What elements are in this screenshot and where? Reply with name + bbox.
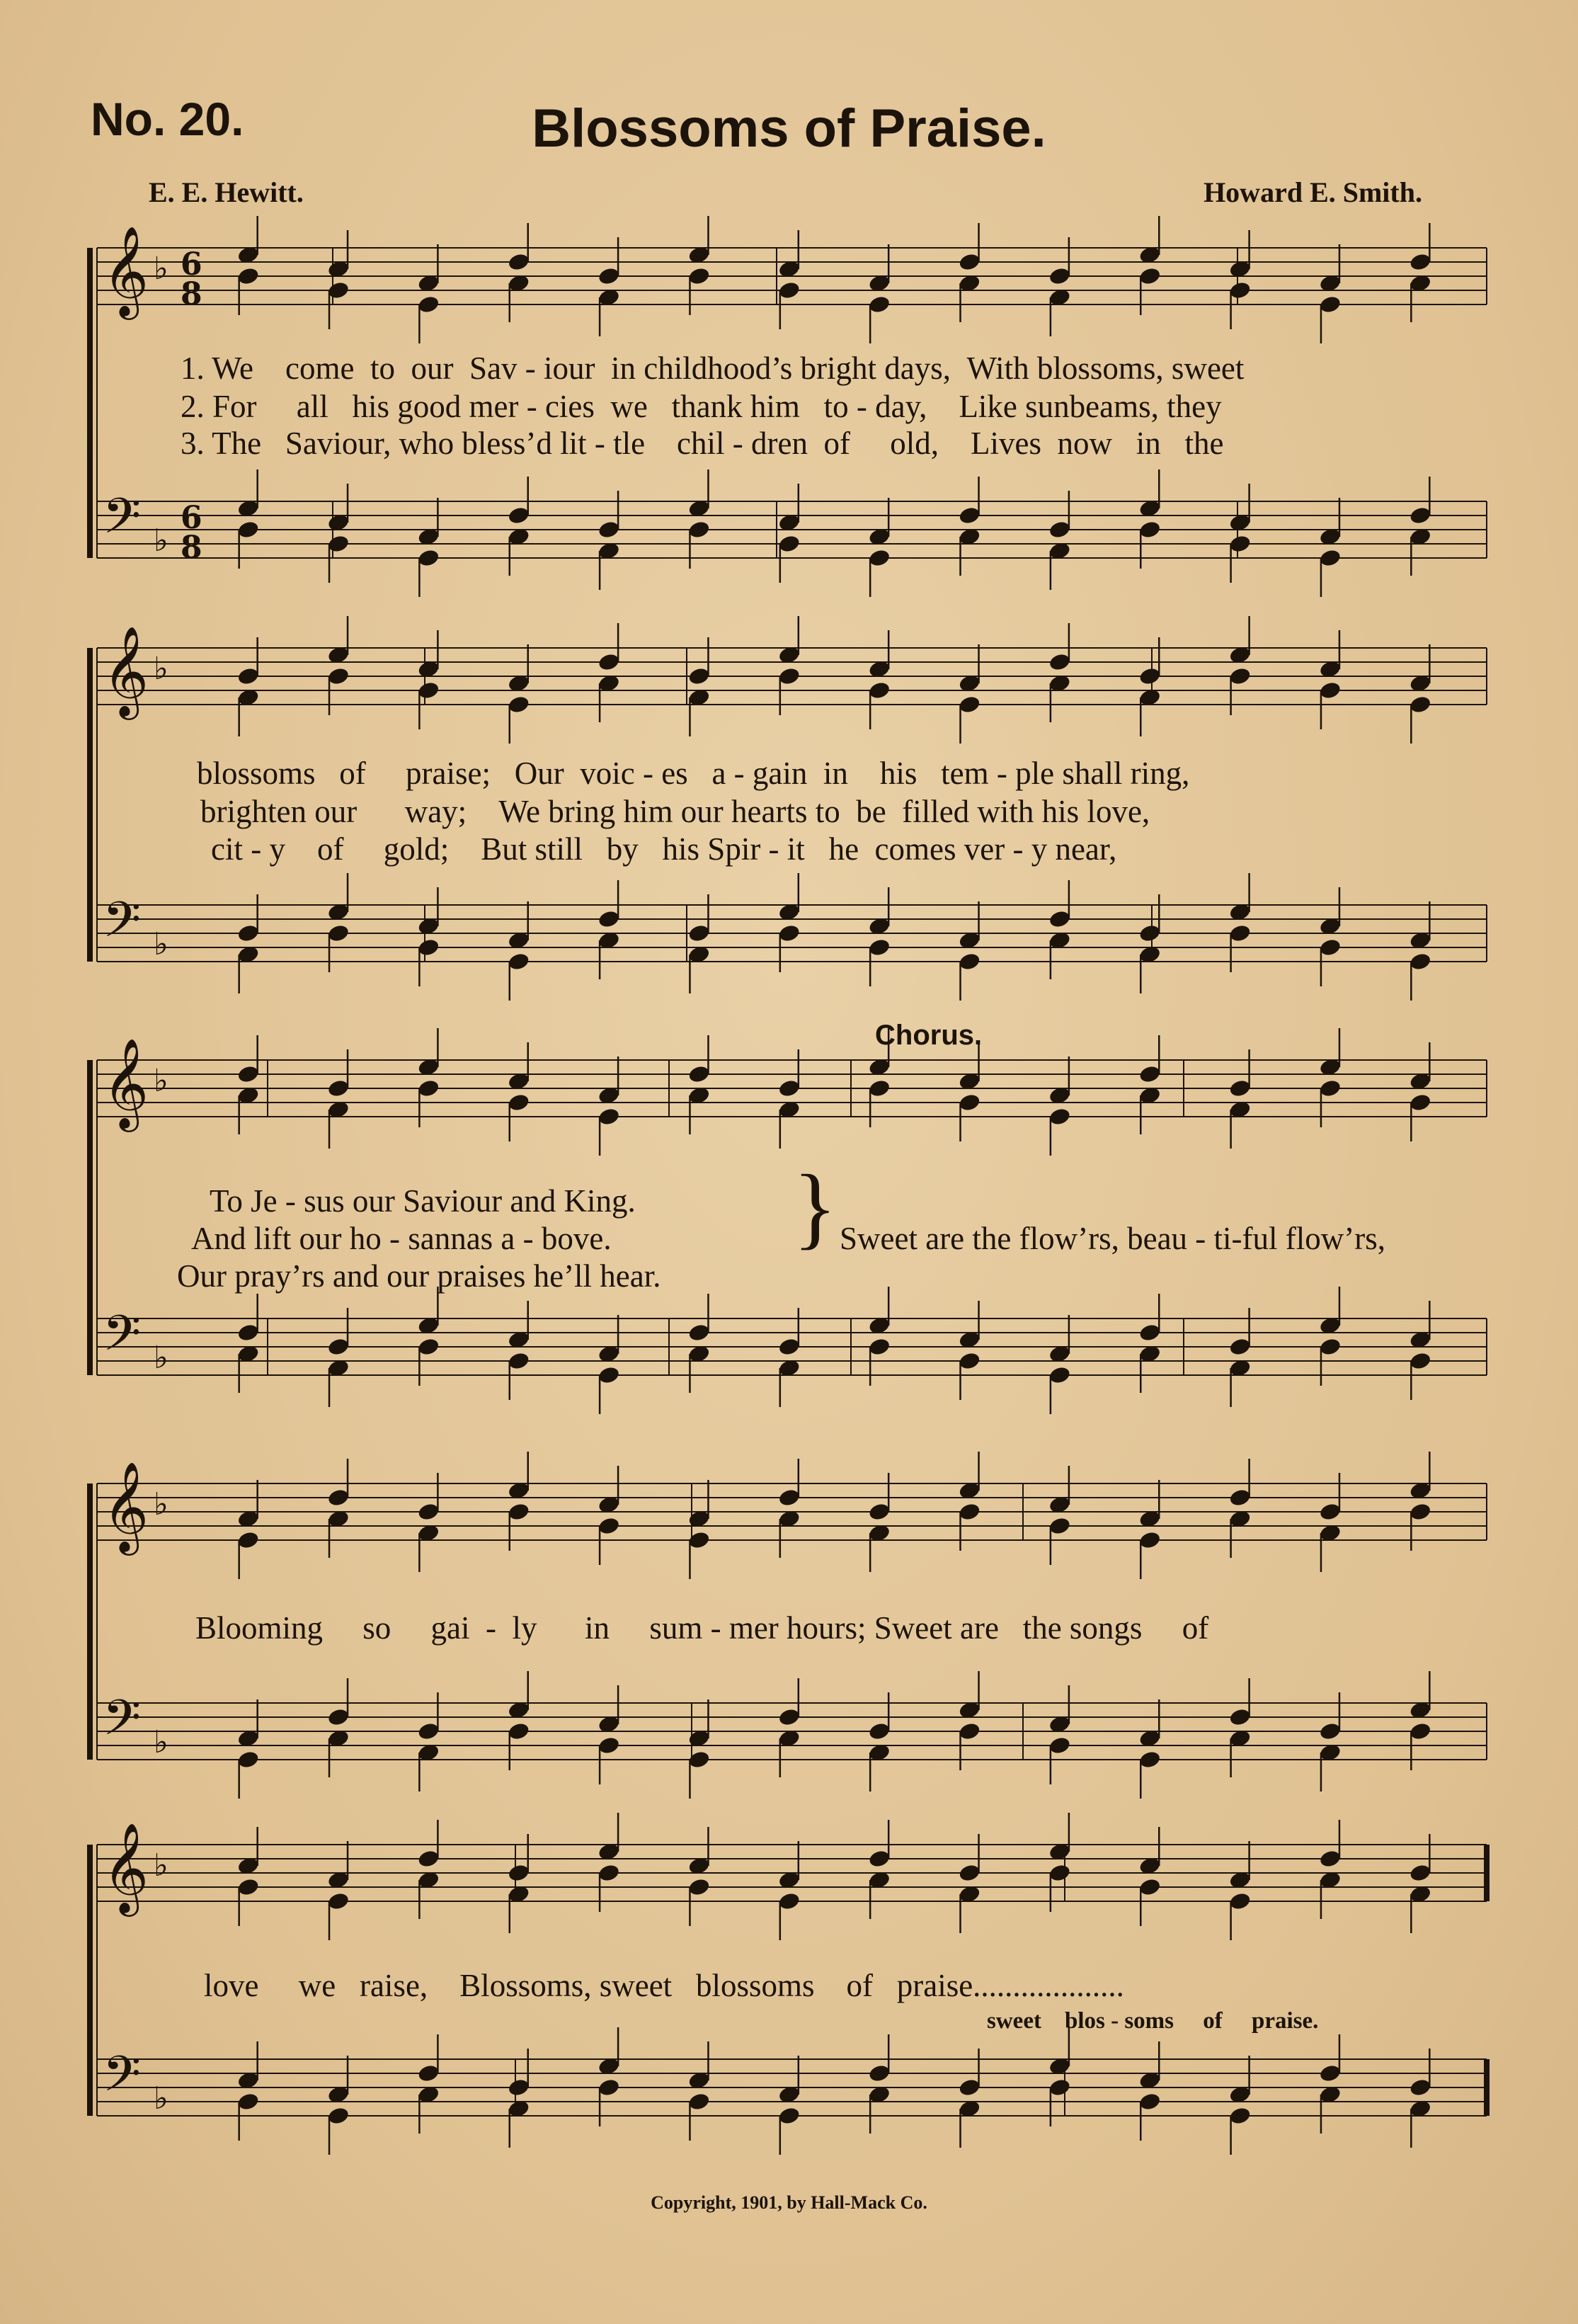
time-signature-top: 6 [181, 246, 202, 283]
note-head [687, 1064, 711, 1084]
note-head [1048, 1736, 1071, 1755]
note-head [868, 295, 891, 314]
note-head [417, 1502, 440, 1522]
note-head [687, 923, 711, 943]
treble-clef: 𝄞 [103, 625, 149, 716]
note-head [1228, 666, 1252, 686]
note-head [777, 2106, 801, 2126]
note-head [1318, 680, 1342, 700]
note-head [687, 1323, 711, 1343]
note-head [417, 680, 440, 700]
note-head [958, 1502, 981, 1522]
note-head [1409, 1863, 1432, 1883]
verse2-line3: And lift our ho - sannas a - bove. [191, 1221, 612, 1256]
note-head [598, 1863, 621, 1883]
flat-key-signature: ♭ [154, 651, 168, 687]
note-head [236, 1750, 260, 1770]
treble-clef: 𝄞 [103, 225, 149, 316]
note-head [1409, 695, 1432, 714]
note-head [417, 1849, 440, 1869]
note-head [1228, 2106, 1252, 2126]
note-head [1138, 1877, 1162, 1897]
verse2-line2: brighten our way; We bring him our hearts to be filled with his love, [200, 794, 1150, 829]
note-head [236, 520, 260, 540]
note-head [236, 1323, 260, 1343]
note-head [1138, 1750, 1162, 1770]
note-head [1409, 1093, 1432, 1112]
note-head [507, 1863, 530, 1883]
flat-key-signature: ♭ [154, 1847, 168, 1884]
note-head [326, 1078, 350, 1098]
note-head [958, 695, 981, 714]
note-head [326, 280, 350, 300]
note-head [1228, 1707, 1252, 1727]
note-head [507, 1351, 530, 1371]
note-head [417, 548, 440, 568]
note-head [1409, 252, 1432, 272]
note-head [1138, 666, 1162, 686]
note-head [1228, 923, 1252, 943]
bass-clef: 𝄢 [103, 487, 142, 557]
note-head [417, 1721, 440, 1741]
note-head [777, 923, 801, 943]
note-head [1228, 1891, 1252, 1911]
echo-line: sweet blos - soms of praise. [987, 2008, 1319, 2034]
note-head [1318, 295, 1342, 314]
note-head [417, 1337, 440, 1357]
note-head [687, 1750, 711, 1770]
lyricist-credit: E. E. Hewitt. [149, 176, 304, 208]
note-head [687, 1530, 711, 1550]
note-head [958, 2078, 981, 2097]
note-head [507, 695, 530, 714]
note-head [1409, 506, 1432, 525]
chorus-label: Chorus. [875, 1020, 983, 1051]
hymn-number: No. 20. [91, 93, 244, 145]
note-head [868, 1078, 891, 1098]
verse2-line1: 2. For all his good mer - cies we thank him to - day, Like sunbeams, they [181, 389, 1222, 424]
note-head [326, 1488, 350, 1508]
note-head [236, 1064, 260, 1084]
note-head [1318, 1078, 1342, 1098]
note-head [958, 1863, 981, 1883]
note-head [777, 1891, 801, 1911]
note-head [598, 266, 621, 286]
note-head [1409, 952, 1432, 972]
bass-clef: 𝄢 [103, 2045, 142, 2114]
note-head [868, 2063, 891, 2083]
note-head [236, 1530, 260, 1550]
composer-credit: Howard E. Smith. [1203, 176, 1422, 208]
note-head [236, 666, 260, 686]
copyright-notice: Copyright, 1901, by Hall-Mack Co. [651, 2192, 927, 2213]
note-head [598, 1365, 621, 1385]
note-head [507, 252, 530, 272]
note-head [1409, 1721, 1432, 1741]
verse3-line3: Our pray’rs and our praises he’ll hear. [177, 1258, 661, 1294]
bass-clef: 𝄢 [103, 1689, 142, 1758]
note-head [777, 666, 801, 686]
note-head [1048, 1863, 1071, 1883]
verse1-line1: 1. We come to our Sav - iour in childhood’s bright days, With blossoms, sweet [181, 351, 1245, 386]
note-head [1048, 652, 1071, 672]
note-head [1228, 280, 1252, 300]
verse-brace: } [793, 1156, 837, 1258]
note-head [1138, 520, 1162, 540]
note-head [326, 534, 350, 554]
note-head [1048, 1107, 1071, 1127]
verse1-line3: To Je - sus our Saviour and King. [210, 1183, 636, 1219]
note-head [236, 266, 260, 286]
note-head [326, 1891, 350, 1911]
note-head [326, 2106, 350, 2126]
note-head [1138, 266, 1162, 286]
note-head [687, 2092, 711, 2112]
note-head [958, 506, 981, 525]
note-head [236, 1877, 260, 1897]
verse3-line1: 3. The Saviour, who bless’d lit - tle chil - dren of old, Lives now in the [181, 426, 1224, 461]
verse1-line2: blossoms of praise; Our voic - es a - gain in his tem - ple shall ring, [197, 756, 1190, 791]
note-head [598, 1107, 621, 1127]
note-head [598, 2078, 621, 2097]
note-head [598, 1516, 621, 1536]
time-signature-bottom: 8 [181, 276, 202, 312]
note-head [868, 1502, 891, 1522]
note-head [958, 952, 981, 972]
time-signature-top: 6 [181, 500, 202, 536]
treble-clef: 𝄞 [103, 1822, 149, 1913]
note-head [1138, 1323, 1162, 1343]
note-head [417, 2063, 440, 2083]
note-head [1138, 923, 1162, 943]
note-head [326, 1337, 350, 1357]
note-head [417, 295, 440, 314]
flat-key-signature: ♭ [154, 1724, 168, 1760]
note-head [507, 1721, 530, 1741]
note-head [326, 1707, 350, 1727]
note-head [687, 1877, 711, 1897]
note-head [236, 2092, 260, 2112]
note-head [1228, 534, 1252, 554]
bass-clef: 𝄢 [103, 1304, 142, 1374]
bass-clef: 𝄢 [103, 891, 142, 960]
note-head [958, 1721, 981, 1741]
flat-key-signature: ♭ [154, 2080, 168, 2117]
chorus-line2: Blooming so gai - ly in sum - mer hours; Sweet are the songs of [195, 1610, 1209, 1646]
note-head [1048, 1516, 1071, 1536]
flat-key-signature: ♭ [154, 523, 168, 559]
treble-clef: 𝄞 [103, 1461, 149, 1551]
note-head [1318, 2063, 1342, 2083]
time-signature-bottom: 8 [181, 530, 202, 566]
note-head [1318, 548, 1342, 568]
note-head [687, 266, 711, 286]
note-head [1048, 1365, 1071, 1385]
note-head [1318, 1337, 1342, 1357]
note-head [777, 534, 801, 554]
note-head [417, 938, 440, 957]
note-head [1409, 1351, 1432, 1371]
note-head [777, 1337, 801, 1357]
note-head [598, 1736, 621, 1755]
note-head [598, 909, 621, 929]
note-head [507, 1093, 530, 1112]
flat-key-signature: ♭ [154, 1486, 168, 1522]
note-head [1048, 2078, 1071, 2097]
note-head [598, 520, 621, 540]
note-head [868, 1337, 891, 1357]
verse3-line2: cit - y of gold; But still by his Spir - it he comes ver - y near, [211, 831, 1117, 867]
chorus-line1: Sweet are the flow’rs, beau - ti-ful flow’rs, [840, 1221, 1385, 1256]
treble-clef: 𝄞 [103, 1037, 149, 1128]
note-head [417, 1078, 440, 1098]
note-head [326, 666, 350, 686]
note-head [868, 548, 891, 568]
note-head [236, 923, 260, 943]
note-head [1138, 1530, 1162, 1550]
note-head [1228, 1488, 1252, 1508]
note-head [687, 666, 711, 686]
note-head [507, 506, 530, 525]
note-head [1048, 520, 1071, 540]
hymn-title: Blossoms of Praise. [532, 98, 1046, 159]
flat-key-signature: ♭ [154, 926, 168, 962]
note-head [958, 252, 981, 272]
note-head [1318, 1721, 1342, 1741]
note-head [598, 652, 621, 672]
note-head [1228, 1337, 1252, 1357]
note-head [868, 1721, 891, 1741]
note-head [507, 952, 530, 972]
note-head [1318, 1849, 1342, 1869]
note-head [777, 1707, 801, 1727]
note-head [958, 1351, 981, 1371]
note-head [326, 923, 350, 943]
note-head [777, 1078, 801, 1098]
note-head [1318, 1502, 1342, 1522]
note-head [1048, 266, 1071, 286]
note-head [868, 680, 891, 700]
flat-key-signature: ♭ [154, 1340, 168, 1376]
note-head [507, 2078, 530, 2097]
note-head [1318, 938, 1342, 957]
note-head [777, 280, 801, 300]
note-head [507, 1502, 530, 1522]
flat-key-signature: ♭ [154, 1063, 168, 1099]
note-head [868, 1849, 891, 1869]
note-head [1409, 2078, 1432, 2097]
note-head [1138, 2092, 1162, 2112]
note-head [1138, 1064, 1162, 1084]
note-head [687, 520, 711, 540]
note-head [777, 1488, 801, 1508]
note-head [1409, 1502, 1432, 1522]
note-head [1228, 1078, 1252, 1098]
note-head [868, 938, 891, 957]
flat-key-signature: ♭ [154, 251, 168, 287]
note-head [958, 1093, 981, 1112]
chorus-line3: love we raise, Blossoms, sweet blossoms of praise................... [204, 1968, 1124, 2003]
note-head [1048, 909, 1071, 929]
